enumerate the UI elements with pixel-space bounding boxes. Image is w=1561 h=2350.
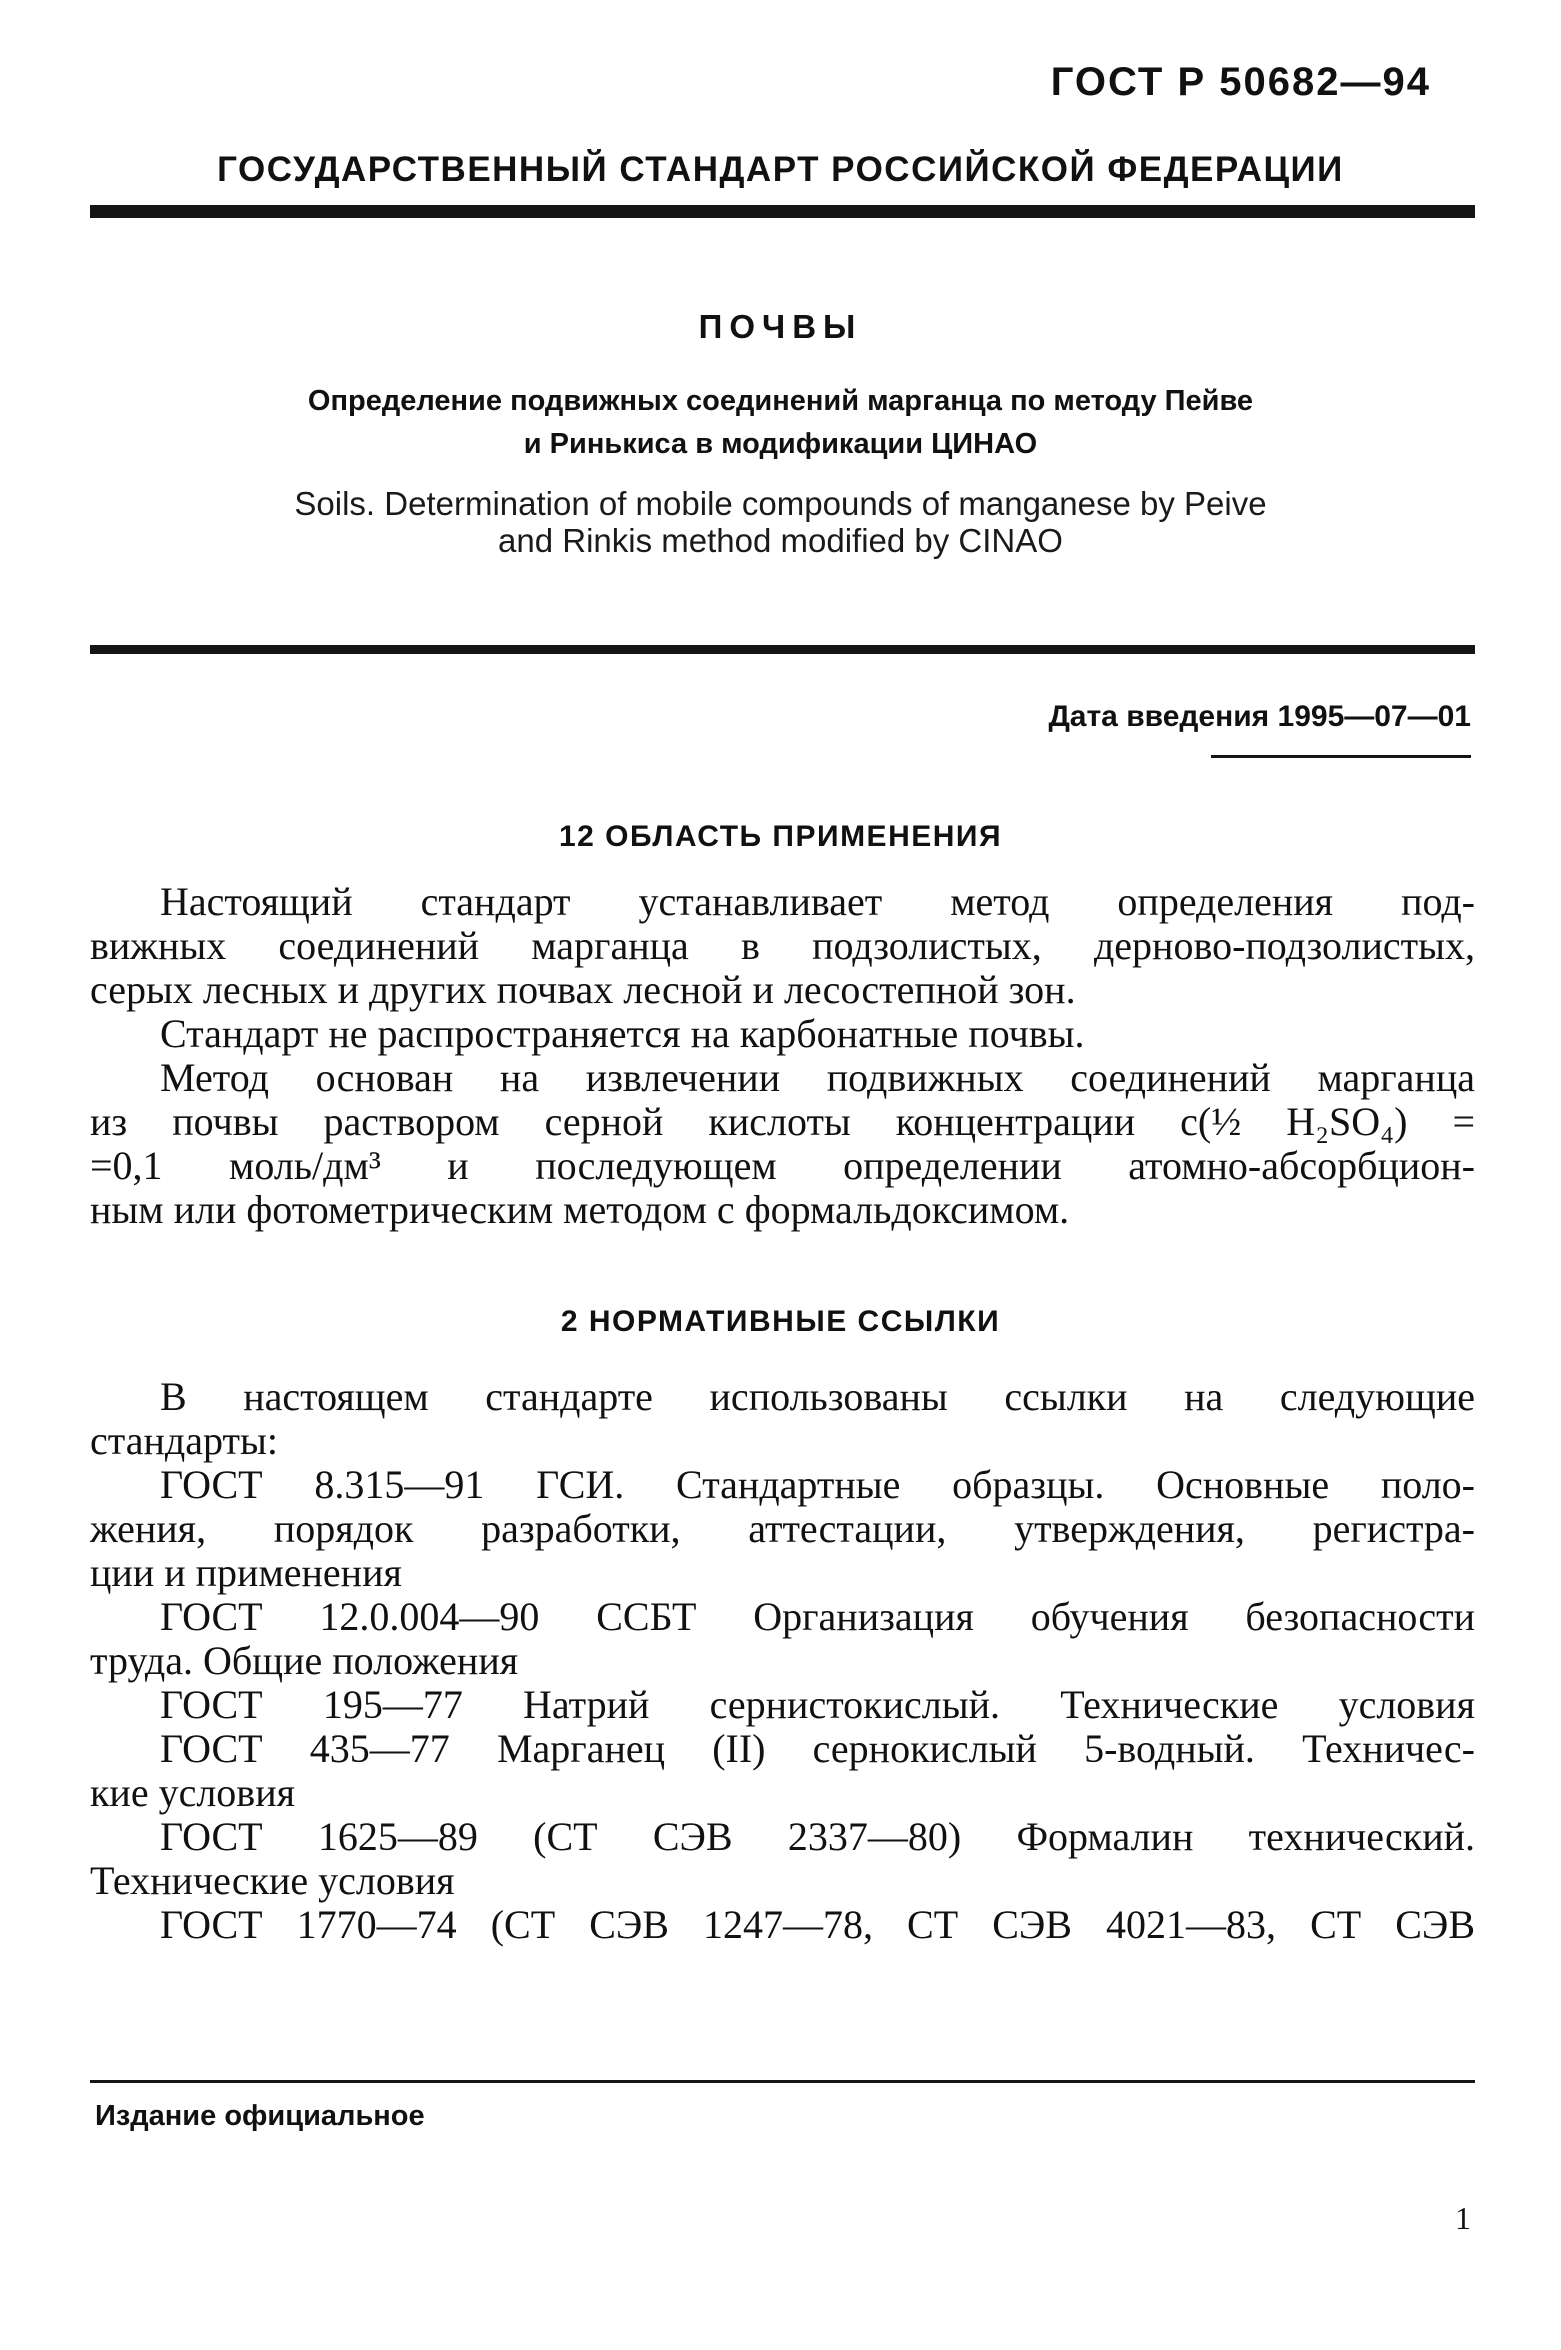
footer-rule xyxy=(90,2080,1475,2083)
subtitle-en-line-2: and Rinkis method modified by CINAO xyxy=(498,522,1063,559)
section-2-title: 2 НОРМАТИВНЫЕ ССЫЛКИ xyxy=(560,1305,1001,1338)
text-line: ГОСТ 1625—89 (СТ СЭВ 2337—80) Формалин технический. xyxy=(160,1814,1475,1859)
date-underline xyxy=(1211,755,1471,758)
text-line: Стандарт не распространяется на карбонатные почвы. xyxy=(160,1011,1085,1056)
state-standard-heading: ГОСУДАРСТВЕННЫЙ СТАНДАРТ РОССИЙСКОЙ ФЕДЕРАЦИИ xyxy=(217,150,1344,189)
text-line: В настоящем стандарте использованы ссылки на следующие xyxy=(160,1374,1475,1419)
text-line: =0,1 моль/дм³ и последующем определении атомно-абсорбцион- xyxy=(90,1143,1475,1188)
text-line: труда. Общие положения xyxy=(90,1638,519,1683)
text-line: ГОСТ 435—77 Марганец (II) сернокислый 5-водный. Техничес- xyxy=(160,1726,1475,1771)
text-line: ГОСТ 8.315—91 ГСИ. Стандартные образцы. Основные поло- xyxy=(160,1462,1475,1507)
document-title: ПОЧВЫ xyxy=(698,308,863,345)
subtitle-ru-line-1: Определение подвижных соединений марганца по методу Пейве xyxy=(307,385,1254,417)
text-line: ГОСТ 195—77 Натрий сернистокислый. Технические условия xyxy=(160,1682,1475,1727)
text-line: ГОСТ 1770—74 (СТ СЭВ 1247—78, СТ СЭВ 4021—83, СТ СЭВ xyxy=(160,1902,1475,1947)
text-line: стандарты: xyxy=(90,1418,278,1463)
text-line: кие условия xyxy=(90,1770,295,1815)
edition-note: Издание официальное xyxy=(95,2100,425,2132)
text-line: серых лесных и других почвах лесной и лесостепной зон. xyxy=(90,967,1076,1012)
text-line: Метод основан на извлечении подвижных соединений марганца xyxy=(160,1055,1475,1100)
text-line: ным или фотометрическим методом с формальдоксимом. xyxy=(90,1187,1070,1232)
text-line: ГОСТ 12.0.004—90 ССБТ Организация обучения безопасности xyxy=(160,1594,1475,1639)
title-rule xyxy=(90,645,1475,654)
text-line: вижных соединений марганца в подзолистых, дерново-подзолистых, xyxy=(90,923,1475,968)
text-line: Настоящий стандарт устанавливает метод определения под- xyxy=(160,879,1475,924)
subtitle-ru-line-2: и Ринькиса в модификации ЦИНАО xyxy=(523,428,1038,460)
text-line: ции и применения xyxy=(90,1550,402,1595)
header-rule xyxy=(90,205,1475,218)
document-code: ГОСТ Р 50682—94 xyxy=(1050,60,1431,104)
section-1-title: 12 ОБЛАСТЬ ПРИМЕНЕНИЯ xyxy=(558,820,1003,853)
text-line: из почвы раствором серной кислоты концентрации c(½ H₂SO₄) = xyxy=(90,1099,1475,1144)
subtitle-en-line-1: Soils. Determination of mobile compounds of manganese by Peive xyxy=(294,485,1267,522)
introduction-date: Дата введения 1995—07—01 xyxy=(1048,700,1471,733)
page-number: 1 xyxy=(1455,2200,1471,2236)
text-line: Технические условия xyxy=(90,1858,455,1903)
text-line: жения, порядок разработки, аттестации, утверждения, регистра- xyxy=(90,1506,1475,1551)
